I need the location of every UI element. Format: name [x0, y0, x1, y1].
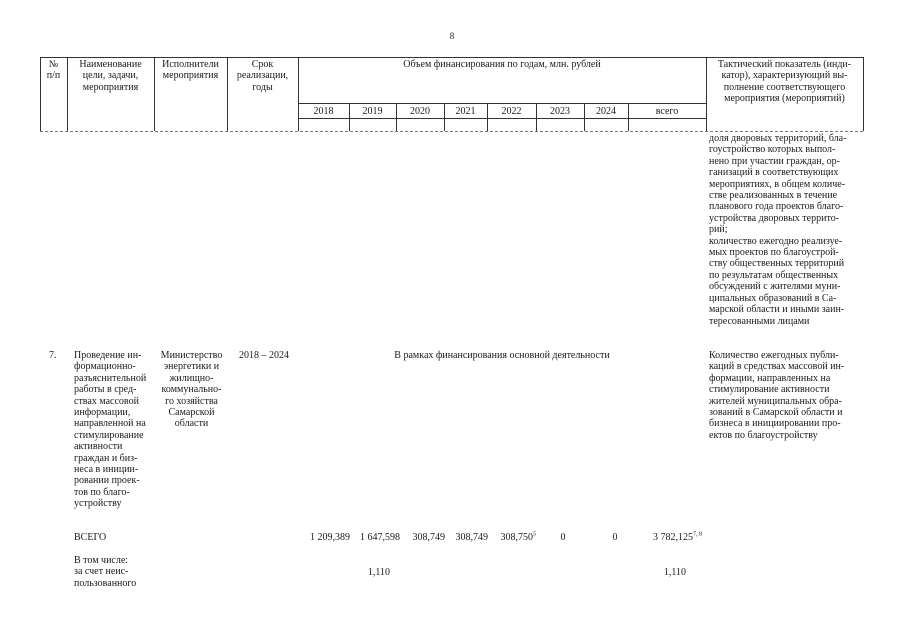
header-funding: Объем финансирования по годам, млн. рублей	[403, 59, 601, 70]
col-divider	[863, 57, 864, 131]
years-top-border	[298, 103, 706, 104]
including-total: 1,110	[663, 567, 686, 578]
header-bottom-border	[40, 131, 863, 132]
total-2020: 308,749	[412, 532, 445, 543]
page-number: 8	[449, 31, 455, 41]
total-2019: 1 647,598	[360, 532, 400, 543]
year-2018: 2018	[313, 106, 334, 117]
row7-funding-note: В рамках финансирования основной деятельности	[394, 350, 610, 361]
header-name: Наименование цели, задачи, мероприятия	[79, 59, 142, 93]
header-indicator: Тактический показатель (инди- катор), характеризующий вы- полнение соответствующего мероприятия (мероприятий)	[717, 59, 852, 105]
total-2021: 308,749	[455, 532, 488, 543]
row7-num: 7.	[49, 350, 57, 361]
including-2019: 1,110	[367, 567, 390, 578]
total-2022-value: 308,750	[500, 532, 533, 543]
row7-executors: Министерство энергетики и жилищно- коммунально- го хозяйства Самарской области	[160, 350, 223, 430]
year-2024: 2024	[596, 106, 616, 117]
year-2023: 2023	[550, 106, 570, 117]
footnote-5: 5	[533, 531, 536, 538]
header-num: № п/п	[46, 59, 61, 82]
year-2022: 2022	[501, 106, 522, 117]
continued-indicator: доля дворовых территорий, бла- гоустройство которых выпол- нено при участии граждан, ор- ганизаций в соответствующих мероприятиях, в общем количе- стве реализованных в течение планового года проектов благо- устройства дворовых террито- рий; количество ежегодно реализуе- мых проектов по благоустрой- ству общественных территорий по результатам общественных обсуждений с жителями муни- ципальных образований в Са- марской области и иными заин- тересованными лицами	[709, 133, 847, 327]
total-2018: 1 209,389	[310, 532, 350, 543]
header-executors: Исполнители мероприятия	[162, 59, 219, 82]
header-period: Срок реализации, годы	[236, 59, 289, 93]
row7-period: 2018 – 2024	[239, 350, 289, 361]
year-2019: 2019	[362, 106, 383, 117]
total-2022	[490, 532, 536, 543]
total-all-value: 3 782,125	[653, 532, 693, 543]
total-2024: 0	[612, 532, 618, 543]
row7-indicator: Количество ежегодных публи- каций в средствах массовой ин- формации, направленных на стимулирование активности жителей муниципальных обра- зований в Самарской области и бизнеса в инициировании про- ектов по благоустройству	[709, 350, 845, 441]
total-2023: 0	[560, 532, 566, 543]
including-label: В том числе: за счет неис- пользованного	[74, 555, 137, 589]
footnote-7-8: 7, 8	[693, 531, 702, 538]
years-bottom-border	[298, 118, 706, 119]
header-top-border	[40, 57, 863, 58]
year-2020: 2020	[410, 106, 430, 117]
total-label: ВСЕГО	[74, 532, 107, 543]
year-2021: 2021	[455, 106, 476, 117]
row7-name: Проведение ин- формационно- разъяснительной работы в сред- ствах массовой информации, направленной на стимулирование активности граждан и биз- неса в иниции- ровании проек- тов по благо- устройству	[74, 350, 147, 510]
year-total: всего	[655, 106, 679, 117]
total-all	[632, 532, 702, 543]
